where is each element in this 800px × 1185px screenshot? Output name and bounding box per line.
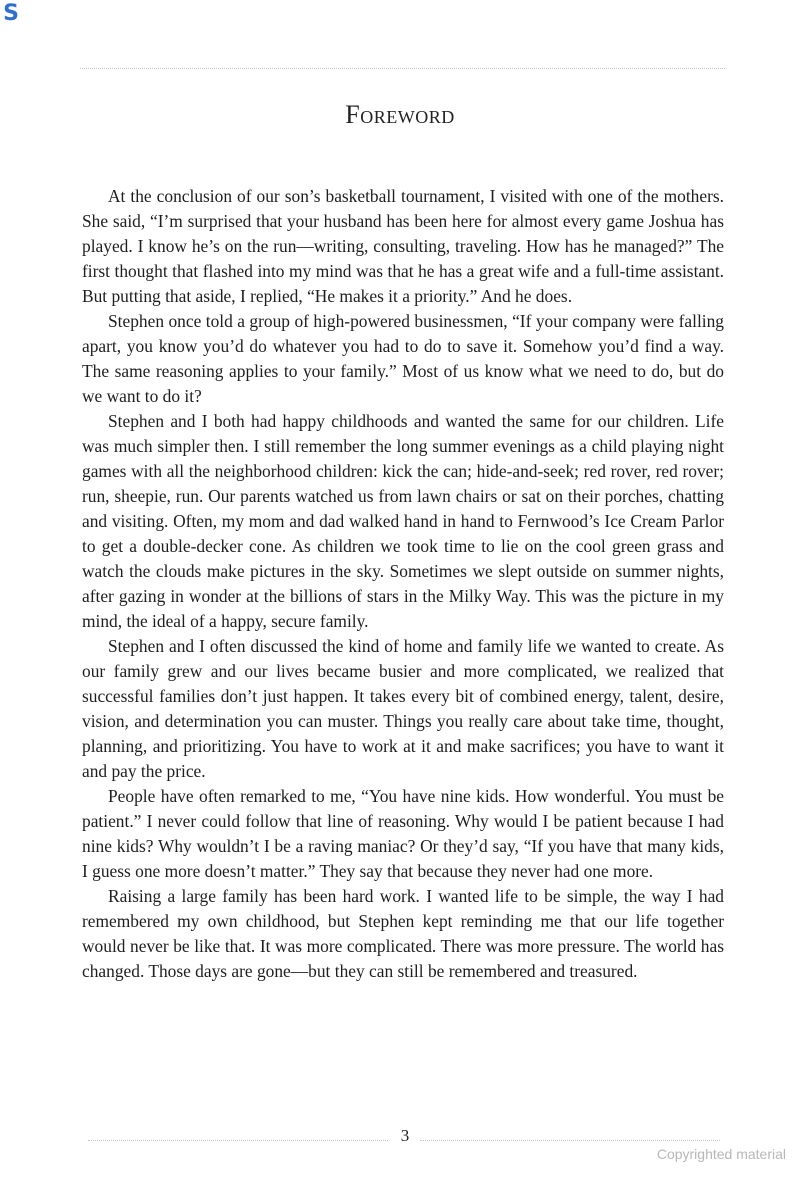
corner-logo-icon: S [3,1,19,26]
paragraph-5: People have often remarked to me, “You have nine kids. How wonderful. You must be patient.” I never could follow that line of reasoning. Why would I be patient because I had nine kids? Why wouldn’t I be a raving maniac? Or they’d say, “If you have that many kids, I guess one more doesn’t matter.” They say that because they never had one more. [82,786,724,881]
page-number: 3 [397,1126,414,1145]
scan-artifact-top [80,68,725,71]
paragraph-4: Stephen and I often discussed the kind of home and family life we wanted to create. As our family grew and our lives became busier and more complicated, we realized that successful families don’t just happen. It takes every bit of combined energy, talent, desire, vision, and determination you can muster. Things you really care about take time, thought, planning, and prioritizing. You have to work at it and make sacrifices; you have to want it and pay the price. [82,636,724,781]
page-number-container [0,1126,800,1146]
paragraph-6: Raising a large family has been hard work. I wanted life to be simple, the way I had remembered my own childhood, but Stephen kept reminding me that our life together would never be like that. It was more complicated. There was more pressure. The world has changed. Those days are gone—but they can still be remembered and treasured. [82,886,724,981]
paragraph-3: Stephen and I both had happy childhoods and wanted the same for our children. Life was much simpler then. I still remember the long summer evenings as a child playing night games with all the neighborhood children: kick the can; hide-and-seek; red rover, red rover; run, sheepie, run. Our parents watched us from lawn chairs or sat on their porches, chatting and visiting. Often, my mom and dad walked hand in hand to Fernwood’s Ice Cream Parlor to get a double-decker cone. As children we took time to lie on the cool green grass and watch the clouds make pictures in the sky. Sometimes we slept outside on summer nights, after gazing in wonder at the billions of stars in the Milky Way. This was the picture in my mind, the ideal of a happy, secure family. [82,411,724,631]
paragraph-1: At the conclusion of our son’s basketball tournament, I visited with one of the mothers. She said, “I’m surprised that your husband has been here for almost every game Joshua has played. I know he’s on the run—writing, consulting, traveling. How has he managed?” The first thought that flashed into my mind was that he has a great wife and a full-time assistant. But putting that aside, I replied, “He makes it a priority.” And he does. [82,186,724,306]
body-text [82,184,724,984]
paragraph-2: Stephen once told a group of high-powered businessmen, “If your company were falling apart, you know you’d do whatever you had to do to save it. Somehow you’d find a way. The same reasoning applies to your family.” Most of us know what we need to do, but do we want to do it? [82,311,724,406]
copyright-watermark: Copyrighted material [656,1146,786,1162]
chapter-title: Foreword [345,100,455,129]
